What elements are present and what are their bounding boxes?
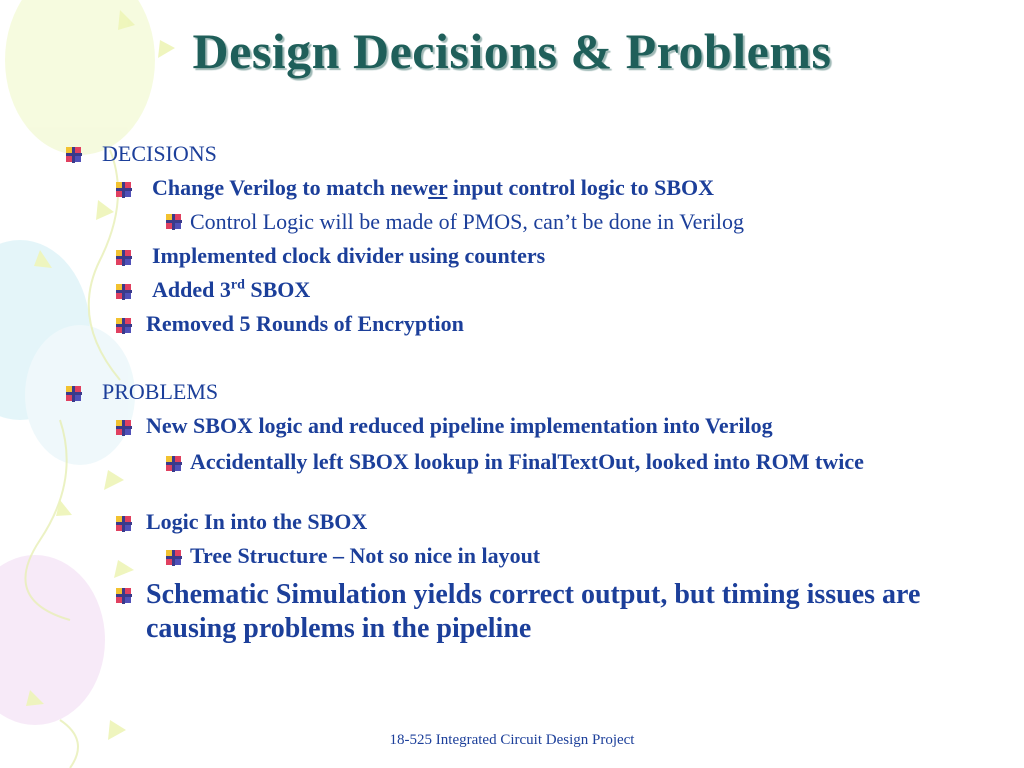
decisions-heading: DECISIONS: [102, 141, 217, 166]
bullet-icon: [166, 214, 182, 230]
bullet-icon: [66, 386, 82, 402]
problem-item-1: New SBOX logic and reduced pipeline implementation into Verilog: [146, 413, 773, 438]
decision-item-4: Removed 5 Rounds of Encryption: [146, 311, 464, 336]
problem-subitem-1: Accidentally left SBOX lookup in FinalTextOut, looked into ROM twice: [190, 449, 864, 474]
decision-item-1: Change Verilog to match newer input control logic to SBOX: [152, 175, 715, 200]
bullet-icon: [166, 456, 182, 472]
bullet-icon: [166, 550, 182, 566]
decision-item-3: Added 3rd SBOX: [152, 277, 311, 302]
decision-item-2: Implemented clock divider using counters: [152, 243, 546, 268]
problem-subitem-2: Tree Structure – Not so nice in layout: [190, 543, 541, 568]
bullet-icon: [116, 318, 132, 334]
bullet-icon: [116, 588, 132, 604]
slide-title: Design Decisions & Problems: [192, 23, 832, 79]
problem-item-2: Logic In into the SBOX: [146, 509, 368, 534]
slide-footer: 18-525 Integrated Circuit Design Project: [389, 732, 635, 748]
problems-heading: PROBLEMS: [102, 379, 219, 404]
bullet-icon: [116, 182, 132, 198]
bullet-icon: [116, 516, 132, 532]
problem-item-3: Schematic Simulation yields correct output, but timing issues are causing problems in the pipeline: [146, 579, 921, 644]
bullet-icon: [116, 284, 132, 300]
bullet-icon: [66, 147, 82, 163]
bullet-icon: [116, 250, 132, 266]
decision-subitem-1: Control Logic will be made of PMOS, can’t be done in Verilog: [190, 209, 744, 234]
bullet-icon: [116, 420, 132, 436]
